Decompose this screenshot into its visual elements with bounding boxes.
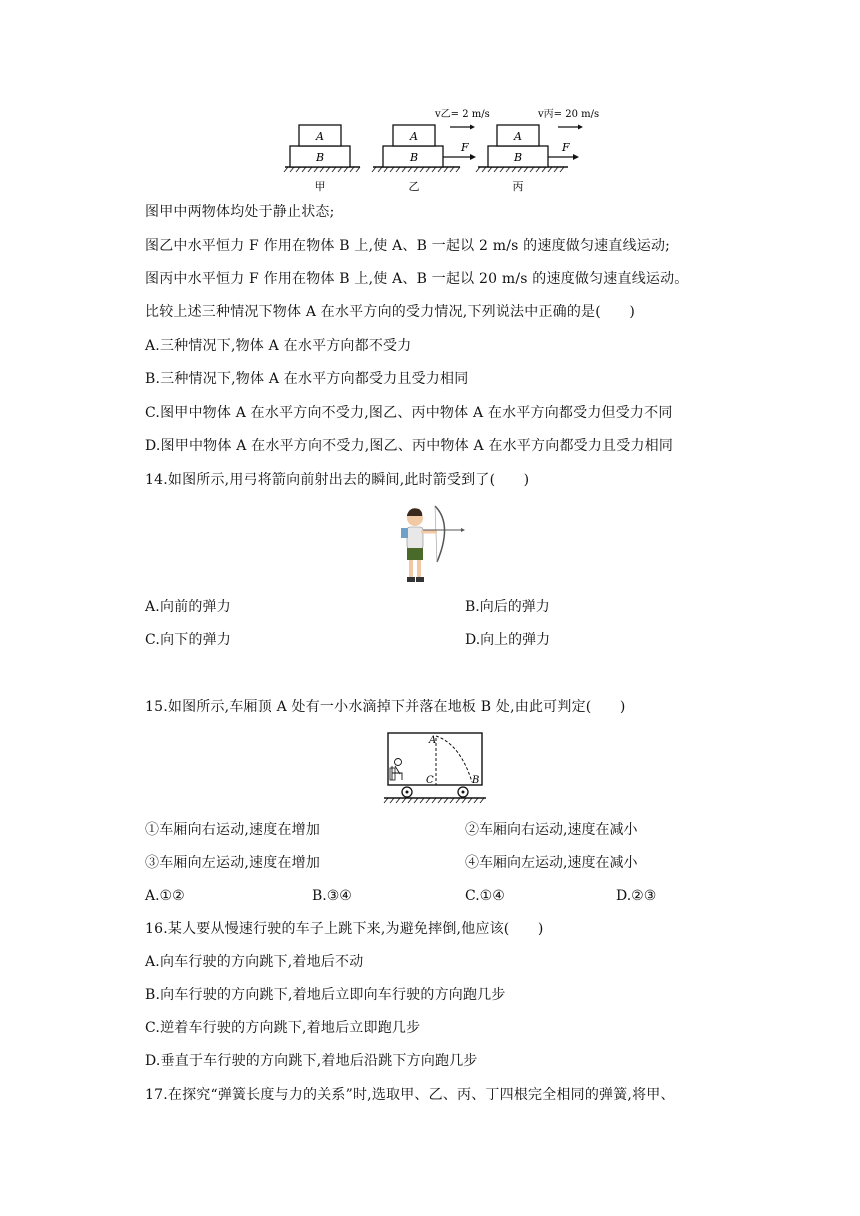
- q16-option-d: D.垂直于车行驶的方向跳下,着地后沿跳下方向跑几步: [145, 1053, 478, 1069]
- q17-stem: 17.在探究“弹簧长度与力的关系”时,选取甲、乙、丙、丁四根完全相同的弹簧,将甲、: [145, 1087, 675, 1103]
- velocity-bing-label: v丙= 20 m/s: [538, 109, 600, 120]
- q13-option-c: C.图甲中物体 A 在水平方向不受力,图乙、丙中物体 A 在水平方向都受力但受力不同: [145, 405, 673, 421]
- diagram-jia: [284, 125, 360, 193]
- point-b-label: B: [472, 775, 480, 786]
- point-a-label: A: [429, 735, 437, 746]
- diagram-yi: [372, 108, 490, 193]
- q15-statement-1: ①车厢向右运动,速度在增加: [145, 822, 321, 838]
- caption-bing: 丙: [512, 180, 524, 193]
- block-a-label: A: [316, 130, 324, 143]
- q15-stem: 15.如图所示,车厢顶 A 处有一小水滴掉下并落在地板 B 处,由此可判定( ): [145, 699, 626, 715]
- q15-option-b: B.③④: [312, 888, 352, 904]
- q13-option-b: B.三种情况下,物体 A 在水平方向都受力且受力相同: [145, 371, 469, 387]
- q15-statement-4: ④车厢向左运动,速度在减小: [465, 855, 638, 871]
- point-c-label: C: [426, 775, 434, 786]
- caption-yi: 乙: [408, 180, 420, 193]
- q14-option-a: A.向前的弹力: [145, 599, 231, 615]
- figure-carriage: [380, 728, 490, 804]
- q13-line-2: 图乙中水平恒力 F 作用在物体 B 上,使 A、B 一起以 2 m/s 的速度做匀速直线运动;: [145, 238, 671, 254]
- q15-option-c: C.①④: [465, 888, 505, 904]
- caption-jia: 甲: [314, 180, 326, 193]
- block-a-label: A: [410, 130, 418, 143]
- q14-option-b: B.向后的弹力: [465, 599, 550, 615]
- q13-option-a: A.三种情况下,物体 A 在水平方向都不受力: [145, 338, 412, 354]
- velocity-yi-label: v乙= 2 m/s: [435, 109, 490, 120]
- q13-line-1: 图甲中两物体均处于静止状态;: [145, 204, 335, 220]
- q16-stem: 16.某人要从慢速行驶的车子上跳下来,为避免摔倒,他应该( ): [145, 921, 544, 937]
- q15-option-d: D.②③: [616, 888, 657, 904]
- q13-option-d: D.图甲中物体 A 在水平方向不受力,图乙、丙中物体 A 在水平方向都受力且受力相同: [145, 438, 674, 454]
- block-b-label: B: [409, 151, 419, 164]
- archer-illustration: [395, 500, 465, 588]
- block-b-label: B: [513, 151, 523, 164]
- q16-option-a: A.向车行驶的方向跳下,着地后不动: [145, 954, 364, 970]
- block-a-label: A: [514, 130, 522, 143]
- figure-blocks-jia-yi-bing: [280, 100, 610, 196]
- q15-statement-3: ③车厢向左运动,速度在增加: [145, 855, 321, 871]
- diagram-bing: [476, 108, 599, 193]
- q14-stem: 14.如图所示,用弓将箭向前射出去的瞬间,此时箭受到了( ): [145, 472, 530, 488]
- force-f-label: F: [461, 141, 469, 154]
- q14-option-c: C.向下的弹力: [145, 632, 232, 648]
- q13-line-3: 图丙中水平恒力 F 作用在物体 B 上,使 A、B 一起以 20 m/s 的速度做匀速直线运动。: [145, 271, 689, 287]
- figure-archer: [395, 500, 465, 588]
- q14-option-d: D.向上的弹力: [465, 632, 551, 648]
- block-b-label: B: [315, 151, 325, 164]
- q13-line-4: 比较上述三种情况下物体 A 在水平方向的受力情况,下列说法中正确的是( ): [145, 304, 635, 320]
- force-f-label: F: [562, 141, 570, 154]
- q15-statement-2: ②车厢向右运动,速度在减小: [465, 822, 638, 838]
- q16-option-c: C.逆着车行驶的方向跳下,着地后立即跑几步: [145, 1020, 421, 1036]
- q16-option-b: B.向车行驶的方向跳下,着地后立即向车行驶的方向跑几步: [145, 987, 506, 1003]
- q15-option-a: A.①②: [145, 888, 185, 904]
